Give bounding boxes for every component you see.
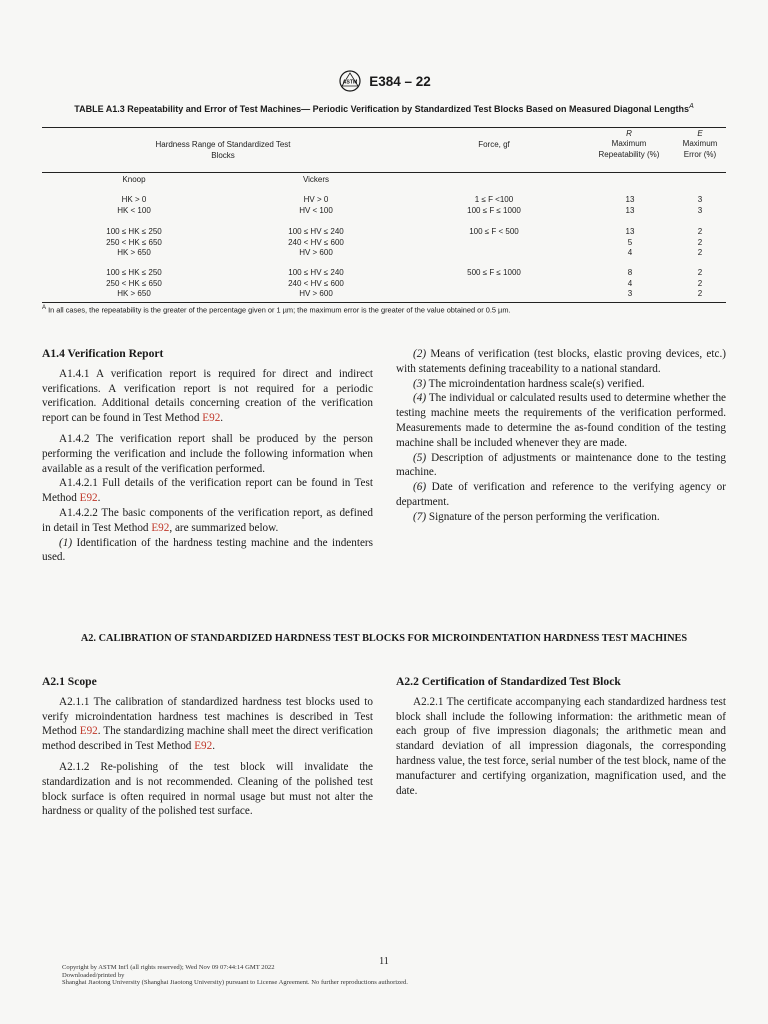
table-group-vickers [256,268,376,300]
list-item-1: (1) Identification of the hardness testing machine and the indenters used. [42,536,373,564]
standard-designation: E384 – 22 [369,73,431,89]
copyright-line: Shanghai Jiaotong University (Shanghai Jiaotong University) pursuant to License Agreement. No further reproductions authorized. [62,979,408,987]
list-item-6: (6) Date of verification and reference to the verifying agency or department. [396,481,726,508]
table-group-knoop [84,227,184,259]
link-e92[interactable]: E92 [202,412,221,425]
table-cell: 100 ≤ HK ≤ 250 [106,268,162,277]
link-e92[interactable]: E92 [79,492,98,505]
subheader-vickers: Vickers [302,175,330,184]
link-e92[interactable]: E92 [151,521,170,534]
copyright-line: Downloaded/printed by [62,971,125,979]
document-header [0,70,768,92]
link-e92[interactable]: E92 [194,740,213,753]
table-cell: 100 ≤ HK ≤ 250 [106,227,162,236]
table-group-force [444,195,544,216]
table-footnote [42,305,742,314]
table-cell: HK > 650 [117,289,151,298]
link-e92[interactable]: E92 [79,725,98,738]
table-cell: 100 ≤ HV ≤ 240 [288,227,344,236]
table-cell: HK < 100 [117,205,151,215]
table-cell: 100 ≤ F ≤ 1000 [467,205,521,215]
header-max-error: Maximum Error (%) [682,139,718,159]
header-e-symbol: E [697,129,703,138]
astm-logo [337,70,363,92]
table-cell: HV > 0 [303,195,329,204]
table-cell: 2 [697,237,703,247]
table-cell: 2 [697,227,703,236]
table-group-vickers [256,195,376,216]
list-item-7: (7) Signature of the person performing the verification. [413,510,660,523]
header-r-symbol: R [626,129,632,138]
paragraph-a142: A1.4.2 The verification report shall be produced by the person performing the verification and include the following information when available as a result of the verification performed. [42,432,373,475]
paragraph-a212: A2.1.2 Re-polishing of the test block will invalidate the standardization and is not recommended. Cleaning of the polished test block surface is often required in normal usage but must not alter the hardness or quality of the polished test surface. [42,760,373,818]
table-cell: 13 [625,227,635,236]
table-cell: 240 < HV ≤ 600 [288,237,344,247]
header-max-repeatability: Maximum Repeatability (%) [598,139,660,159]
paragraph-a1421: A1.4.2.1 Full details of the verification report can be found in Test Method E92. [42,477,373,505]
section-heading-a14: A1.4 Verification Report [42,347,164,360]
section-heading-a21: A2.1 Scope [42,675,97,688]
table-header-rule [42,172,726,173]
header-force: Force, gf [478,140,510,149]
table-cell: 3 [697,195,703,204]
paragraph-a141: A1.4.1 A verification report is required for direct and indirect verifications. A verification report is not required for a periodic verification. Additional details concerning creation of the verification report can be found in Test Method E92. [42,367,373,425]
table-group-knoop [84,268,184,300]
footnote-mark: A [42,305,47,311]
table-group-force [444,227,544,238]
table-group-vickers [256,227,376,259]
table-cell: 2 [697,278,703,288]
page-number: 11 [379,956,389,967]
table-cell: 500 ≤ F ≤ 1000 [467,268,521,277]
list-item-3: (3) The microindentation hardness scale(s) verified. [413,377,645,390]
right-column-a22 [396,675,726,798]
table-cell: 1 ≤ F <100 [474,195,514,204]
table-group-knoop [84,195,184,216]
header-hardness-range: Hardness Range of Standardized Test Blocks [155,140,291,160]
table-cell: HV < 100 [299,205,333,215]
table-cell: 2 [697,248,703,257]
copyright-notice [62,964,408,987]
paragraph-a221: A2.2.1 The certificate accompanying each standardized hardness test block shall include the following information: the arithmetic mean of each group of five impression diagonals; the arithmetic mean and standard deviation of all impression diagonals, the corresponding hardness value, the test force, serial number of the test block, name of the manufacturer and certifying organization, magnification used, and the date. [396,695,726,797]
table-cell: 8 [627,268,633,277]
paragraph-a1422: A1.4.2.2 The basic components of the verification report, as defined in detail in Test Method E92, are summarized below. [42,506,373,534]
table-cell: HK > 0 [121,195,147,204]
list-item-4: (4) The individual or calculated results used to determine whether the testing machine meets the requirements of the verification performed. Measurements made to determine the as-found condition of the testing machine shall be included whenever they are made. [396,392,726,449]
table-group-r [610,268,650,300]
table-cell: HV > 600 [299,289,333,298]
table-group-e [680,227,720,259]
table-cell: 2 [697,268,703,277]
table-cell: 250 < HK ≤ 650 [106,237,162,247]
table-cell: 13 [625,195,635,204]
left-column-a21 [42,675,373,819]
table-group-e [680,268,720,300]
astm-logo-text: ASTM [342,79,358,86]
table-title-note: A [689,103,694,110]
paragraph-a211: A2.1.1 The calibration of standardized hardness test blocks used to verify microindentation hardness test machines is described in Test Method E92. The standardizing machine shall meet the direct verification method described in Test Method E92. [42,695,373,753]
copyright-line: Copyright by ASTM Int'l (all rights reserved); Wed Nov 09 07:44:14 GMT 2022 [62,964,275,971]
table-cell: 4 [627,278,633,288]
table-cell: 240 < HV ≤ 600 [288,278,344,288]
table-bottom-rule [42,302,726,303]
table-group-e [680,195,720,216]
footnote-text: In all cases, the repeatability is the greater of the percentage given or 1 µm; the maximum error is the greater of the value obtained or 0.5 µm. [46,305,511,315]
right-column-a14 [396,347,726,525]
table-cell: 3 [697,205,703,215]
table-title [50,100,718,116]
table-cell: HV > 600 [299,248,333,257]
table-cell: 250 < HK ≤ 650 [106,278,162,288]
subheader-knoop: Knoop [122,175,146,184]
table-cell: 2 [697,289,703,298]
table-cell: 3 [627,289,633,298]
list-item-5: (5) Description of adjustments or maintenance done to the testing machine. [396,451,726,479]
table-cell: 4 [627,248,633,257]
table-top-rule [42,127,726,128]
section-title-a2: A2. CALIBRATION OF STANDARDIZED HARDNESS TEST BLOCKS FOR MICROINDENTATION HARDNESS TEST MACHINES [80,633,688,644]
section-heading-a22: A2.2 Certification of Standardized Test Block [396,675,621,688]
table-cell: 100 ≤ F < 500 [469,227,519,236]
left-column-a14 [42,347,373,565]
table-group-force [444,268,544,279]
table-group-r [610,195,650,216]
list-item-2: (2) Means of verification (test blocks, elastic proving devices, etc.) with statements defining traceability to a national standard. [396,348,726,375]
table-group-r [610,227,650,259]
table-title-text: TABLE A1.3 Repeatability and Error of Test Machines— Periodic Verification by Standardized Test Blocks Based on Measured Diagonal Lengths [74,104,690,114]
table-cell: 5 [627,237,633,247]
table-cell: 100 ≤ HV ≤ 240 [288,268,344,277]
table-cell: 13 [625,205,635,215]
table-cell: HK > 650 [117,248,151,257]
